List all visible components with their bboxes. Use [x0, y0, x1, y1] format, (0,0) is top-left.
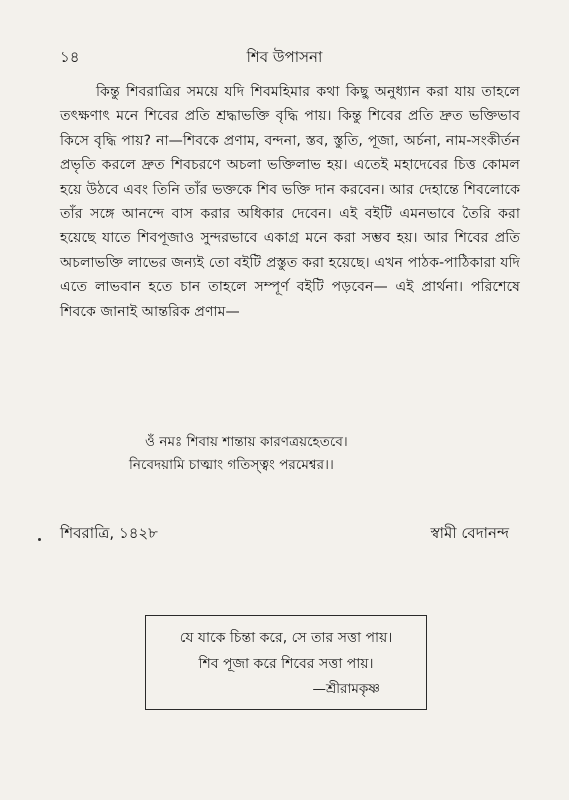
paper-speck	[38, 538, 41, 541]
page-number: ১৪	[60, 48, 80, 66]
signoff-author: স্বামী বেদানন্দ	[430, 524, 509, 542]
running-title: শিব উপাসনা	[246, 48, 323, 66]
paragraph: কিন্তু শিবরাত্রির সময়ে যদি শিবমহিমার কথা কিছু অনুধ্যান করা যায় তাহলে তৎক্ষণাৎ মনে শিবের প্রতি শ্রদ্ধাভক্তি বৃদ্ধি পায়। কিন্তু শিবের প্রতি দ্রুত ভক্তিভাব কিসে বৃদ্ধি পায়? না—শিবকে প্রণাম, বন্দনা, স্তব, স্তুতি, পূজা, অর্চনা, নাম-সংকীর্তন প্রভৃতি করলে দ্রুত শিবচরণে অচলা ভক্তিলাভ হয়। এতেই মহাদেবের চিত্ত কোমল হয়ে উঠবে এবং তিনি তাঁর ভক্তকে শিব ভক্তি দান করবেন। আর দেহান্তে শিবলোকে তাঁর সঙ্গে আনন্দে বাস করার অধিকার দেবেন। এই বইটি এমনভাবে তৈরি করা হয়েছে যাতে শিবপূজাও সুন্দরভাবে একাগ্র মনে করা সম্ভব হয়। আর শিবের প্রতি অচলাভক্তি লাভের জন্যই তো বইটি প্রস্তুত করা হয়েছে। এখন পাঠক-পাঠিকারা যদি এতে লাভবান হতে চান তাহলে সম্পূর্ণ বইটি পড়বেন— এই প্রার্থনা। পরিশেষে শিবকে জানাই আন্তরিক প্রণাম—	[60, 84, 520, 320]
quote-line-1: যে যাকে চিন্তা করে, সে তার সত্তা পায়।	[179, 630, 393, 646]
mantra-line-2: নিবেদয়ামি চাত্মাং গতিস্ত্বং পরমেশ্বর।।	[129, 456, 334, 473]
quote-attribution: —শ্রীরামকৃষ্ণ	[312, 681, 380, 697]
signoff	[60, 522, 509, 546]
body-text	[60, 80, 520, 324]
quote-line-2: শিব পূজা করে শিবের সত্তা পায়।	[198, 656, 374, 672]
signoff-date: শিবরাত্রি, ১৪২৮	[60, 524, 158, 542]
mantra-line-1: ওঁ নমঃ শিবায় শান্তায় কারণত্রয়হেতবে।	[145, 434, 348, 450]
quote-box	[145, 615, 427, 710]
page-header	[60, 46, 509, 70]
mantra-verse	[129, 431, 348, 476]
